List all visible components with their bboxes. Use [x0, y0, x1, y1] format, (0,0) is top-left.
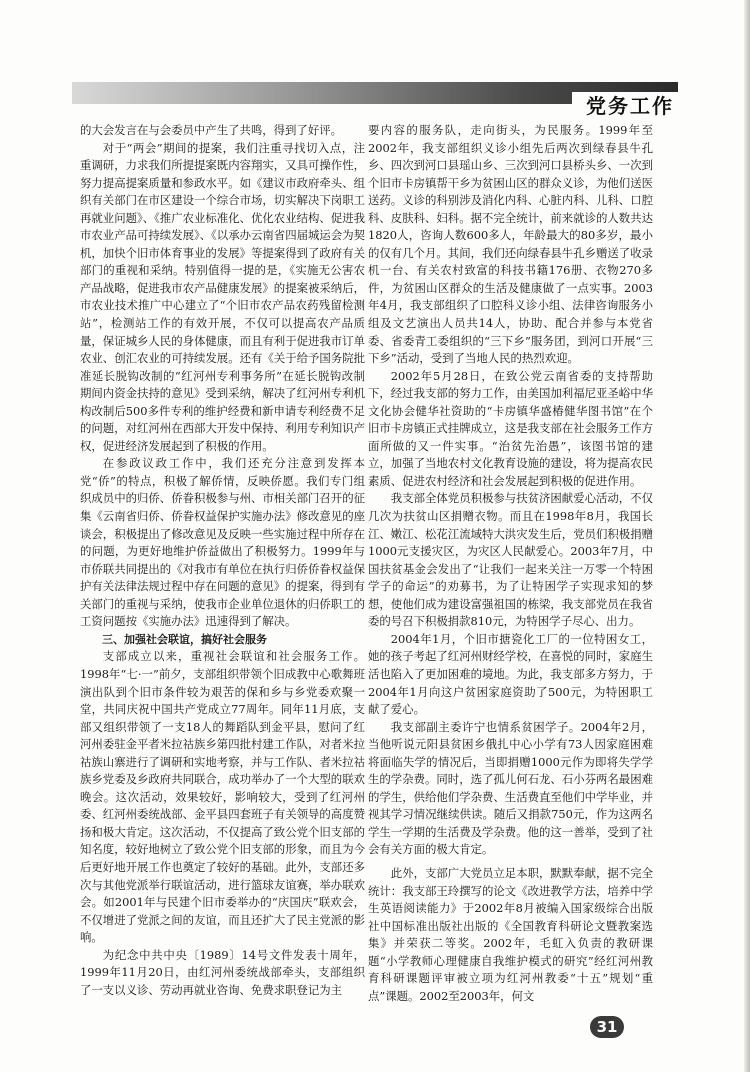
- right-text-column: [368, 122, 653, 1022]
- page-number: 31: [590, 1016, 624, 1038]
- paragraph: 我支部副主委许宁也情系贫困学子。2004年2月，当他听说元阳县贫困乡俄扎中心小学有73人因家庭困难将面临失学的情况后，当即捐赠1000元作为即将失学学生的学杂费。同时，选了孤儿何石龙、石小芬两名最困难的学生，供给他们学杂费、生活费直至他们中学毕业，并视其学习情况继续供读。随后又捐款750元，作为这两名学生一学期的生活费及学杂费。他的这一善举，受到了社会有关方面的极大肯定。: [368, 719, 653, 857]
- paragraph: 2004年1月，个旧市搪瓷化工厂的一位特困女工，她的孩子考起了红河州财经学校，在喜悦的同时，家庭生活也陷入了更加困难的境地。为此，我支部多方努力，于2004年1月向这户贫困家庭资助了500元，为特困职工献了爱心。: [368, 631, 653, 717]
- paragraph: 要内容的服务队，走向街头，为民服务。1999年至2002年，我支部组织义诊小组先后两次到绿春县牛孔乡、四次到河口县瑶山乡、三次到河口县桥头乡、一次到个旧市卡房镇帮干乡为贫困山区的群众义诊，为他们送医送药。义诊的科别涉及消化内科、心脏内科、儿科、口腔科、皮肤科、妇科。据不完全统计，前来就诊的人数共达1820人，咨询人数600多人，年龄最大的80多岁，最小的仅有几个月。其间，我们还向绿春县牛孔乡赠送了收录机一台、有关农村致富的科技书籍176册、衣物270多件，为贫困山区群众的生活及健康做了一点实事。2003年4月，我支部组织了口腔科义诊小组、法律咨询服务小组及文艺演出人员共14人，协助、配合并参与本党省委、省委青工委组织的“三下乡”服务团，到河口开展“三下乡”活动，受到了当地人民的热烈欢迎。: [368, 123, 653, 366]
- paragraph: 在参政议政工作中，我们还充分注意到发挥本党“侨”的特点，积极了解侨情，反映侨愿。我们专门组织成员中的归侨、侨眷积极参与州、市相关部门召开的征集《云南省归侨、侨眷权益保护实施办法》修改意见的座谈会，积极提出了修改意见及反映一些实施过程中所存在的问题，为更好地维护侨益做出了积极努力。1999年与市侨联共同提出的《对我市有单位在执行归侨侨眷权益保护有关法律法规过程中存在问题的意见》的提案，得到有关部门的重视与采纳，使我市企业单位退休的归侨职工的工资问题按《实施办法》迅速得到了解决。: [80, 456, 365, 629]
- section-heading: 三、加强社会联谊，搞好社会服务: [102, 632, 267, 646]
- left-text-column: [80, 122, 365, 1022]
- page-edge-shadow: [744, 0, 750, 1072]
- paragraph: 2002年5月28日，在致公党云南省委的支持帮助下，经过我支部的努力工作，由美国加利福尼亚圣峪中华文化协会健华社资助的“卡房镇华盛椿健华图书馆”在个旧市卡房镇正式挂牌成立，这是我支部在社会服务工作方面所做的又一件实事。“治贫先治愚”，该图书馆的建立，加强了当地农村文化教育设施的建设，将为提高农民素质、促进农村经济和社会发展起到积极的促进作用。: [368, 368, 653, 488]
- paragraph: 对于“两会”期间的提案，我们注重寻找切入点，注重调研，力求我们所提提案既内容翔实，又具可操作性，努力提高提案质量和参政水平。如《建议市政府牵头、组织有关部门在市区建设一个综合市场，切实解决下岗职工再就业问题》、《推广农业标准化、优化农业结构、促进我市农业产品可持续发展》、《以承办云南省四届城运会为契机，加快个旧市体育事业的发展》等提案得到了政府有关部门的重视和采纳。特别值得一提的是，《实施无公害农产品战略，促进我市农产品健康发展》的提案被采纳后，市农业技术推广中心建立了“个旧市农产品农药残留检测站”，检测站工作的有效开展，不仅可以提高农产品质量，保证城乡人民的身体健康，而且有利于促进我市订单农业、创汇农业的可持续发展。还有《关于给予国务院批准延长脱钩改制的“红河州专利事务所”在延长脱钩改制期间内资金扶持的意见》受到采纳，解决了红河州专利机构改制后500多件专利的维护经费和新申请专利经费不足的问题，对红河州在西部大开发中保持、利用专利知识产权，促进经济发展起到了积极的作用。: [80, 140, 365, 453]
- paragraph: 的大会发言在与会委员中产生了共鸣，得到了好评。: [80, 123, 342, 137]
- paragraph: 此外，支部广大党员立足本职，默默奉献，据不完全统计：我支部王玲撰写的论文《改进教学方法，培养中学生英语阅读能力》于2002年8月被编入国家级综合出版社中国标准出版社出版的《全国教育科研论文暨教案选集》并荣获二等奖。2002年，毛虹入负责的教研课题“小学教师心理健康自我维护模式的研究”经红河州教育科研课题评审被立项为红河州教委“十五”规划“重点”课题。2002至2003年，何文: [368, 865, 653, 1003]
- paragraph: 支部成立以来，重视社会联谊和社会服务工作。1998年“七·一”前夕，支部组织带领个旧成教中心歌舞班演出队到个旧市条件较为艰苦的保和乡与乡党委欢聚一堂，共同庆祝中国共产党成立77周年。同年11月底，支部又组织带领了一支18人的舞蹈队到金平县，慰问了红河州委驻金平者米拉祜族乡第四批村建工作队，对者米拉祜族山寨进行了调研和实地考察，并与工作队、者米拉祜族乡党委及乡政府共同联合，成功举办了一个大型的联欢晚会。这次活动，效果较好，影响较大，受到了红河州委、红河州委统战部、金平县四套班子有关领导的高度赞扬和极大肯定。这次活动，不仅提高了致公党个旧支部的知名度，较好地树立了致公党个旧支部的形象，而且为今后更好地开展工作也奠定了较好的基础。此外，支部还多次与其他党派举行联谊活动，进行篮球友谊赛，举办联欢会。如2001年与民建个旧市委举办的“庆国庆”联欢会，不仅增进了党派之间的友谊，而且还扩大了民主党派的影响。: [80, 649, 365, 945]
- section-title: 党务工作: [572, 92, 678, 120]
- paragraph: 我支部全体党员积极参与扶贫济困献爱心活动，不仅几次为扶贫山区捐赠衣物。而且在1998年8月，我国长江、嫩江、松花江流域特大洪灾发生后，党员们积极捐赠1000元支援灾区，为灾区人民献爱心。2003年7月，中国扶贫基金会发出了“让我们一起来关注一万零一个特困学子的命运”的劝募书，为了让特困学子实现求知的梦想，使他们成为建设富强祖国的栋梁，我支部党员在我省委的号召下积极捐款810元，为特困学子尽心、出力。: [368, 491, 653, 629]
- paragraph: 为纪念中共中央〔1989〕14号文件发表十周年，1999年11月20日，由红河州委统战部牵头，支部组织了一支以义诊、劳动再就业咨询、免费求职登记为主: [80, 947, 365, 997]
